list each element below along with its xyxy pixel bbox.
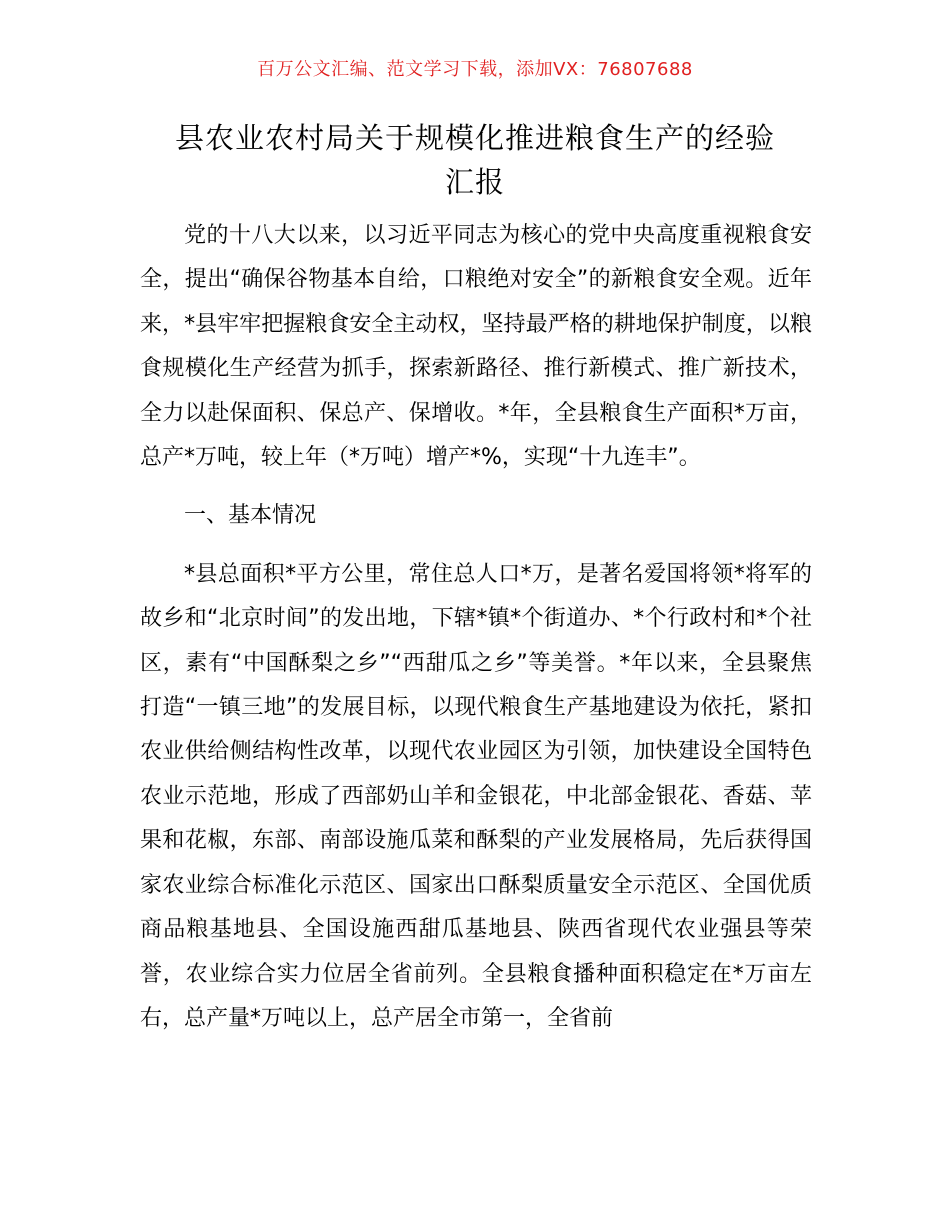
document-title-line-2: 汇报 bbox=[444, 165, 505, 199]
paragraph-basic-situation: *县总面积*平方公里，常住总人口*万，是著名爱国将领*将军的故乡和“北京时间”的发出地，下辖*镇*个街道办、*个行政村和*个社区，素有“中国酥梨之乡”“西甜瓜之乡”等美誉。*年以来，全县聚焦打造“一镇三地”的发展目标，以现代粮食生产基地建设为依托，紧扣农业供给侧结构性改革，以现代农业园区为引领，加快建设全国特色农业示范地，形成了西部奶山羊和金银花，中北部金银花、香菇、苹果和花椒，东部、南部设施瓜菜和酥梨的产业发展格局，先后获得国家农业综合标准化示范区、国家出口酥梨质量安全示范区、全国优质商品粮基地县、全国设施西甜瓜基地县、陕西省现代农业强县等荣誉，农业综合实力位居全省前列。全县粮食播种面积稳定在*万亩左右，总产量*万吨以上，总产居全市第一，全省前 bbox=[140, 561, 812, 1031]
document-title-line-1: 县农业农村局关于规模化推进粮食生产的经验 bbox=[174, 121, 775, 155]
document-title bbox=[130, 116, 820, 204]
document-body bbox=[140, 214, 812, 1055]
header-banner: 百万公文汇编、范文学习下载，添加VX：76807688 bbox=[257, 59, 693, 80]
paragraph-intro: 党的十八大以来，以习近平同志为核心的党中央高度重视粮食安全，提出“确保谷物基本自给，口粮绝对安全”的新粮食安全观。近年来，*县牢牢把握粮食安全主动权，坚持最严格的耕地保护制度，以粮食规模化生产经营为抓手，探索新路径、推行新模式、推广新技术，全力以赴保面积、保总产、保增收。*年，全县粮食生产面积*万亩，总产*万吨，较上年（*万吨）增产*%，实现“十九连丰”。 bbox=[140, 223, 812, 471]
section-heading-basic-situation: 一、基本情况 bbox=[184, 503, 317, 529]
